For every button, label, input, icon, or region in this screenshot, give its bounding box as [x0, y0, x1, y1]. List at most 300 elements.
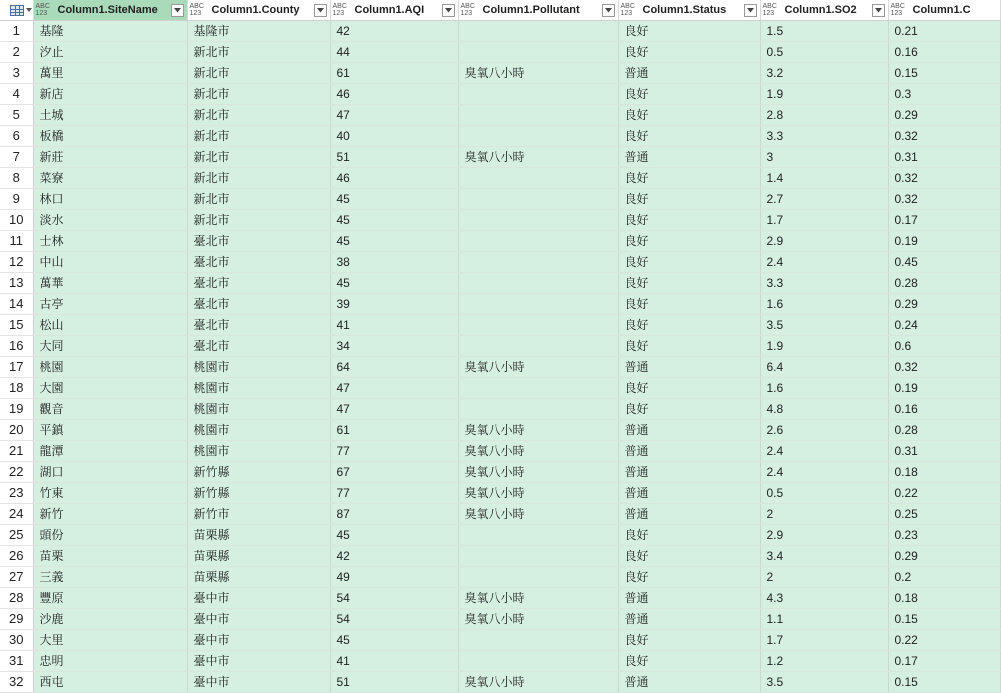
table-cell[interactable]: 1.9	[760, 336, 888, 357]
table-cell[interactable]: 良好	[618, 567, 760, 588]
table-cell[interactable]: 大里	[33, 630, 187, 651]
table-cell[interactable]	[458, 567, 618, 588]
table-cell[interactable]: 桃園市	[187, 378, 330, 399]
table-cell[interactable]: 臭氧八小時	[458, 357, 618, 378]
table-cell[interactable]: 40	[330, 126, 458, 147]
table-cell[interactable]: 良好	[618, 315, 760, 336]
table-cell[interactable]: 土城	[33, 105, 187, 126]
table-cell[interactable]: 0.6	[888, 336, 1000, 357]
row-number[interactable]: 28	[0, 588, 33, 609]
table-cell[interactable]: 46	[330, 84, 458, 105]
row-number[interactable]: 32	[0, 672, 33, 693]
row-number[interactable]: 7	[0, 147, 33, 168]
table-cell[interactable]: 0.18	[888, 588, 1000, 609]
table-cell[interactable]	[458, 378, 618, 399]
row-number[interactable]: 4	[0, 84, 33, 105]
table-cell[interactable]: 0.5	[760, 483, 888, 504]
table-cell[interactable]: 普通	[618, 588, 760, 609]
table-cell[interactable]: 臭氧八小時	[458, 504, 618, 525]
table-cell[interactable]: 51	[330, 147, 458, 168]
table-cell[interactable]: 2.9	[760, 525, 888, 546]
table-cell[interactable]: 臺中市	[187, 672, 330, 693]
table-cell[interactable]: 47	[330, 105, 458, 126]
table-cell[interactable]: 0.31	[888, 147, 1000, 168]
table-row[interactable]	[0, 189, 1000, 210]
table-cell[interactable]: 2.4	[760, 462, 888, 483]
row-number[interactable]: 26	[0, 546, 33, 567]
table-cell[interactable]: 普通	[618, 357, 760, 378]
table-cell[interactable]: 新竹縣	[187, 462, 330, 483]
table-cell[interactable]: 3.3	[760, 273, 888, 294]
table-cell[interactable]: 大同	[33, 336, 187, 357]
table-cell[interactable]: 臭氧八小時	[458, 441, 618, 462]
table-cell[interactable]: 77	[330, 441, 458, 462]
table-cell[interactable]: 0.28	[888, 273, 1000, 294]
table-row[interactable]	[0, 21, 1000, 42]
table-row[interactable]	[0, 252, 1000, 273]
table-cell[interactable]: 51	[330, 672, 458, 693]
row-number[interactable]: 6	[0, 126, 33, 147]
table-cell[interactable]: 臺北市	[187, 336, 330, 357]
table-cell[interactable]: 45	[330, 273, 458, 294]
table-row[interactable]	[0, 651, 1000, 672]
table-menu-button[interactable]	[0, 0, 33, 21]
any-type-icon[interactable]	[461, 3, 479, 17]
table-cell[interactable]: 45	[330, 231, 458, 252]
table-cell[interactable]: 豐原	[33, 588, 187, 609]
table-row[interactable]	[0, 504, 1000, 525]
table-cell[interactable]: 沙鹿	[33, 609, 187, 630]
table-cell[interactable]: 77	[330, 483, 458, 504]
table-cell[interactable]: 3.5	[760, 315, 888, 336]
table-cell[interactable]: 54	[330, 588, 458, 609]
table-cell[interactable]: 新竹縣	[187, 483, 330, 504]
table-cell[interactable]: 0.22	[888, 630, 1000, 651]
table-cell[interactable]: 47	[330, 378, 458, 399]
table-cell[interactable]: 西屯	[33, 672, 187, 693]
table-cell[interactable]: 1.7	[760, 210, 888, 231]
table-cell[interactable]: 0.5	[760, 42, 888, 63]
row-number[interactable]: 12	[0, 252, 33, 273]
table-row[interactable]	[0, 420, 1000, 441]
table-cell[interactable]: 基隆	[33, 21, 187, 42]
table-cell[interactable]: 良好	[618, 546, 760, 567]
table-cell[interactable]: 臺中市	[187, 609, 330, 630]
table-cell[interactable]	[458, 399, 618, 420]
table-cell[interactable]: 桃園	[33, 357, 187, 378]
table-cell[interactable]: 臭氧八小時	[458, 588, 618, 609]
row-number[interactable]: 13	[0, 273, 33, 294]
row-number[interactable]: 18	[0, 378, 33, 399]
table-cell[interactable]: 0.16	[888, 399, 1000, 420]
row-number[interactable]: 27	[0, 567, 33, 588]
filter-button[interactable]	[171, 4, 184, 17]
table-cell[interactable]: 61	[330, 420, 458, 441]
any-type-icon[interactable]	[763, 3, 781, 17]
table-row[interactable]	[0, 147, 1000, 168]
table-cell[interactable]	[458, 210, 618, 231]
any-type-icon[interactable]	[621, 3, 639, 17]
row-number[interactable]: 23	[0, 483, 33, 504]
table-cell[interactable]: 良好	[618, 630, 760, 651]
table-cell[interactable]: 良好	[618, 42, 760, 63]
table-row[interactable]	[0, 315, 1000, 336]
table-cell[interactable]: 0.16	[888, 42, 1000, 63]
table-cell[interactable]: 0.29	[888, 105, 1000, 126]
table-cell[interactable]: 3.5	[760, 672, 888, 693]
table-cell[interactable]: 2.8	[760, 105, 888, 126]
column-header[interactable]	[33, 0, 187, 21]
table-row[interactable]	[0, 168, 1000, 189]
table-cell[interactable]: 41	[330, 315, 458, 336]
row-number[interactable]: 16	[0, 336, 33, 357]
table-row[interactable]	[0, 273, 1000, 294]
table-cell[interactable]: 1.2	[760, 651, 888, 672]
table-cell[interactable]: 1.6	[760, 378, 888, 399]
table-cell[interactable]: 良好	[618, 84, 760, 105]
table-row[interactable]	[0, 483, 1000, 504]
filter-button[interactable]	[442, 4, 455, 17]
table-cell[interactable]: 臭氧八小時	[458, 147, 618, 168]
table-cell[interactable]: 新北市	[187, 42, 330, 63]
table-cell[interactable]: 苗栗縣	[187, 546, 330, 567]
table-cell[interactable]: 臺北市	[187, 294, 330, 315]
table-cell[interactable]	[458, 231, 618, 252]
table-cell[interactable]: 0.15	[888, 672, 1000, 693]
table-cell[interactable]: 良好	[618, 294, 760, 315]
table-cell[interactable]: 0.32	[888, 168, 1000, 189]
table-cell[interactable]: 普通	[618, 672, 760, 693]
table-cell[interactable]: 良好	[618, 399, 760, 420]
row-number[interactable]: 1	[0, 21, 33, 42]
table-cell[interactable]: 47	[330, 399, 458, 420]
table-cell[interactable]	[458, 21, 618, 42]
column-header[interactable]	[760, 0, 888, 21]
row-number[interactable]: 21	[0, 441, 33, 462]
table-cell[interactable]	[458, 42, 618, 63]
table-row[interactable]	[0, 399, 1000, 420]
table-cell[interactable]: 45	[330, 630, 458, 651]
row-number[interactable]: 14	[0, 294, 33, 315]
table-cell[interactable]: 桃園市	[187, 357, 330, 378]
any-type-icon[interactable]	[190, 3, 208, 17]
table-cell[interactable]: 44	[330, 42, 458, 63]
table-cell[interactable]: 2.4	[760, 441, 888, 462]
table-cell[interactable]	[458, 105, 618, 126]
row-number[interactable]: 9	[0, 189, 33, 210]
table-cell[interactable]: 45	[330, 189, 458, 210]
table-cell[interactable]: 臭氧八小時	[458, 420, 618, 441]
table-cell[interactable]: 0.2	[888, 567, 1000, 588]
filter-button[interactable]	[314, 4, 327, 17]
table-cell[interactable]: 普通	[618, 462, 760, 483]
table-cell[interactable]: 4.8	[760, 399, 888, 420]
table-cell[interactable]: 士林	[33, 231, 187, 252]
table-cell[interactable]: 松山	[33, 315, 187, 336]
table-cell[interactable]: 0.22	[888, 483, 1000, 504]
table-cell[interactable]: 64	[330, 357, 458, 378]
table-cell[interactable]	[458, 336, 618, 357]
row-number[interactable]: 25	[0, 525, 33, 546]
any-type-icon[interactable]	[891, 3, 909, 17]
table-cell[interactable]	[458, 525, 618, 546]
table-cell[interactable]: 0.15	[888, 609, 1000, 630]
table-cell[interactable]	[458, 315, 618, 336]
table-cell[interactable]: 45	[330, 525, 458, 546]
table-cell[interactable]: 良好	[618, 105, 760, 126]
table-cell[interactable]: 2	[760, 567, 888, 588]
table-row[interactable]	[0, 42, 1000, 63]
table-row[interactable]	[0, 462, 1000, 483]
table-cell[interactable]: 普通	[618, 504, 760, 525]
table-cell[interactable]: 萬華	[33, 273, 187, 294]
table-cell[interactable]: 良好	[618, 336, 760, 357]
table-cell[interactable]: 普通	[618, 609, 760, 630]
table-cell[interactable]: 0.15	[888, 63, 1000, 84]
table-row[interactable]	[0, 525, 1000, 546]
table-row[interactable]	[0, 609, 1000, 630]
table-cell[interactable]: 臭氧八小時	[458, 483, 618, 504]
table-cell[interactable]: 0.19	[888, 378, 1000, 399]
table-cell[interactable]	[458, 546, 618, 567]
table-row[interactable]	[0, 378, 1000, 399]
table-cell[interactable]: 良好	[618, 231, 760, 252]
column-header[interactable]	[458, 0, 618, 21]
table-cell[interactable]: 良好	[618, 210, 760, 231]
table-cell[interactable]: 大園	[33, 378, 187, 399]
table-cell[interactable]: 基隆市	[187, 21, 330, 42]
filter-button[interactable]	[602, 4, 615, 17]
table-row[interactable]	[0, 63, 1000, 84]
table-row[interactable]	[0, 441, 1000, 462]
any-type-icon[interactable]	[36, 3, 54, 17]
table-cell[interactable]: 0.32	[888, 189, 1000, 210]
table-cell[interactable]: 良好	[618, 21, 760, 42]
table-cell[interactable]: 臭氧八小時	[458, 63, 618, 84]
row-number[interactable]: 11	[0, 231, 33, 252]
table-cell[interactable]: 苗栗縣	[187, 567, 330, 588]
table-cell[interactable]: 67	[330, 462, 458, 483]
table-cell[interactable]: 臺中市	[187, 630, 330, 651]
table-cell[interactable]: 新北市	[187, 210, 330, 231]
table-cell[interactable]: 忠明	[33, 651, 187, 672]
table-cell[interactable]: 1.4	[760, 168, 888, 189]
table-cell[interactable]: 觀音	[33, 399, 187, 420]
table-cell[interactable]: 良好	[618, 378, 760, 399]
table-cell[interactable]: 45	[330, 210, 458, 231]
table-cell[interactable]: 0.18	[888, 462, 1000, 483]
table-cell[interactable]: 3.2	[760, 63, 888, 84]
table-cell[interactable]: 桃園市	[187, 399, 330, 420]
column-header[interactable]	[618, 0, 760, 21]
row-number[interactable]: 24	[0, 504, 33, 525]
table-cell[interactable]: 87	[330, 504, 458, 525]
table-cell[interactable]: 臭氧八小時	[458, 609, 618, 630]
table-row[interactable]	[0, 84, 1000, 105]
table-cell[interactable]: 良好	[618, 168, 760, 189]
table-cell[interactable]: 三義	[33, 567, 187, 588]
table-cell[interactable]: 新北市	[187, 147, 330, 168]
table-cell[interactable]: 46	[330, 168, 458, 189]
table-cell[interactable]: 竹東	[33, 483, 187, 504]
table-cell[interactable]: 42	[330, 21, 458, 42]
table-cell[interactable]: 1.7	[760, 630, 888, 651]
table-cell[interactable]: 0.45	[888, 252, 1000, 273]
table-cell[interactable]	[458, 630, 618, 651]
table-cell[interactable]: 38	[330, 252, 458, 273]
table-cell[interactable]: 1.5	[760, 21, 888, 42]
table-row[interactable]	[0, 630, 1000, 651]
table-cell[interactable]: 0.17	[888, 651, 1000, 672]
row-number[interactable]: 19	[0, 399, 33, 420]
table-cell[interactable]: 普通	[618, 147, 760, 168]
table-row[interactable]	[0, 294, 1000, 315]
table-cell[interactable]: 良好	[618, 189, 760, 210]
table-row[interactable]	[0, 588, 1000, 609]
row-number[interactable]: 29	[0, 609, 33, 630]
table-cell[interactable]: 臺北市	[187, 252, 330, 273]
table-cell[interactable]: 湖口	[33, 462, 187, 483]
table-cell[interactable]: 龍潭	[33, 441, 187, 462]
filter-button[interactable]	[744, 4, 757, 17]
column-header[interactable]	[330, 0, 458, 21]
table-cell[interactable]: 淡水	[33, 210, 187, 231]
table-cell[interactable]: 0.29	[888, 294, 1000, 315]
table-cell[interactable]: 桃園市	[187, 441, 330, 462]
row-number[interactable]: 17	[0, 357, 33, 378]
table-cell[interactable]: 臺北市	[187, 273, 330, 294]
table-cell[interactable]: 新北市	[187, 84, 330, 105]
table-cell[interactable]: 臺北市	[187, 315, 330, 336]
table-cell[interactable]: 0.29	[888, 546, 1000, 567]
table-cell[interactable]: 2	[760, 504, 888, 525]
table-cell[interactable]: 3.3	[760, 126, 888, 147]
row-number[interactable]: 30	[0, 630, 33, 651]
table-cell[interactable]: 0.17	[888, 210, 1000, 231]
row-number[interactable]: 22	[0, 462, 33, 483]
table-cell[interactable]: 0.25	[888, 504, 1000, 525]
table-cell[interactable]: 萬里	[33, 63, 187, 84]
table-cell[interactable]: 臭氧八小時	[458, 672, 618, 693]
table-cell[interactable]: 普通	[618, 483, 760, 504]
table-cell[interactable]: 3	[760, 147, 888, 168]
table-cell[interactable]: 2.6	[760, 420, 888, 441]
table-cell[interactable]: 61	[330, 63, 458, 84]
row-number[interactable]: 31	[0, 651, 33, 672]
column-header[interactable]	[888, 0, 1000, 21]
table-cell[interactable]	[458, 294, 618, 315]
table-cell[interactable]: 0.23	[888, 525, 1000, 546]
table-cell[interactable]: 49	[330, 567, 458, 588]
table-cell[interactable]: 34	[330, 336, 458, 357]
table-cell[interactable]: 新北市	[187, 63, 330, 84]
table-cell[interactable]: 普通	[618, 63, 760, 84]
row-number[interactable]: 20	[0, 420, 33, 441]
any-type-icon[interactable]	[333, 3, 351, 17]
table-row[interactable]	[0, 210, 1000, 231]
table-cell[interactable]: 頭份	[33, 525, 187, 546]
table-cell[interactable]: 6.4	[760, 357, 888, 378]
row-number[interactable]: 10	[0, 210, 33, 231]
table-cell[interactable]: 新竹	[33, 504, 187, 525]
table-cell[interactable]: 3.4	[760, 546, 888, 567]
table-cell[interactable]: 0.31	[888, 441, 1000, 462]
table-cell[interactable]: 1.6	[760, 294, 888, 315]
table-cell[interactable]: 0.24	[888, 315, 1000, 336]
table-cell[interactable]: 苗栗縣	[187, 525, 330, 546]
table-cell[interactable]: 4.3	[760, 588, 888, 609]
table-cell[interactable]: 桃園市	[187, 420, 330, 441]
table-cell[interactable]: 0.28	[888, 420, 1000, 441]
table-cell[interactable]: 中山	[33, 252, 187, 273]
table-cell[interactable]: 良好	[618, 273, 760, 294]
row-number[interactable]: 8	[0, 168, 33, 189]
table-cell[interactable]	[458, 189, 618, 210]
table-row[interactable]	[0, 567, 1000, 588]
table-cell[interactable]: 新北市	[187, 189, 330, 210]
table-row[interactable]	[0, 546, 1000, 567]
table-row[interactable]	[0, 105, 1000, 126]
table-cell[interactable]: 林口	[33, 189, 187, 210]
table-cell[interactable]: 良好	[618, 525, 760, 546]
table-cell[interactable]: 2.4	[760, 252, 888, 273]
table-cell[interactable]: 2.9	[760, 231, 888, 252]
table-cell[interactable]: 汐止	[33, 42, 187, 63]
table-cell[interactable]: 臺中市	[187, 588, 330, 609]
table-cell[interactable]: 新竹市	[187, 504, 330, 525]
table-cell[interactable]: 42	[330, 546, 458, 567]
table-cell[interactable]: 古亭	[33, 294, 187, 315]
table-cell[interactable]: 39	[330, 294, 458, 315]
table-cell[interactable]: 新店	[33, 84, 187, 105]
row-number[interactable]: 2	[0, 42, 33, 63]
table-cell[interactable]: 苗栗	[33, 546, 187, 567]
table-cell[interactable]: 平鎮	[33, 420, 187, 441]
table-cell[interactable]: 良好	[618, 252, 760, 273]
table-cell[interactable]: 良好	[618, 126, 760, 147]
table-cell[interactable]	[458, 651, 618, 672]
table-cell[interactable]	[458, 273, 618, 294]
table-cell[interactable]: 臭氧八小時	[458, 462, 618, 483]
table-cell[interactable]	[458, 84, 618, 105]
table-cell[interactable]: 0.19	[888, 231, 1000, 252]
row-number[interactable]: 5	[0, 105, 33, 126]
table-cell[interactable]: 0.32	[888, 357, 1000, 378]
table-row[interactable]	[0, 336, 1000, 357]
table-cell[interactable]: 0.21	[888, 21, 1000, 42]
table-cell[interactable]	[458, 252, 618, 273]
table-cell[interactable]: 1.1	[760, 609, 888, 630]
table-cell[interactable]	[458, 126, 618, 147]
table-cell[interactable]: 新北市	[187, 126, 330, 147]
table-cell[interactable]: 2.7	[760, 189, 888, 210]
table-cell[interactable]	[458, 168, 618, 189]
table-row[interactable]	[0, 126, 1000, 147]
table-row[interactable]	[0, 357, 1000, 378]
table-cell[interactable]: 臺北市	[187, 231, 330, 252]
table-cell[interactable]: 新莊	[33, 147, 187, 168]
table-cell[interactable]: 普通	[618, 420, 760, 441]
table-cell[interactable]: 1.9	[760, 84, 888, 105]
table-cell[interactable]: 0.32	[888, 126, 1000, 147]
column-header[interactable]	[187, 0, 330, 21]
filter-button[interactable]	[872, 4, 885, 17]
table-cell[interactable]: 新北市	[187, 105, 330, 126]
table-cell[interactable]: 板橋	[33, 126, 187, 147]
table-cell[interactable]: 菜寮	[33, 168, 187, 189]
table-cell[interactable]: 普通	[618, 441, 760, 462]
table-cell[interactable]: 0.3	[888, 84, 1000, 105]
